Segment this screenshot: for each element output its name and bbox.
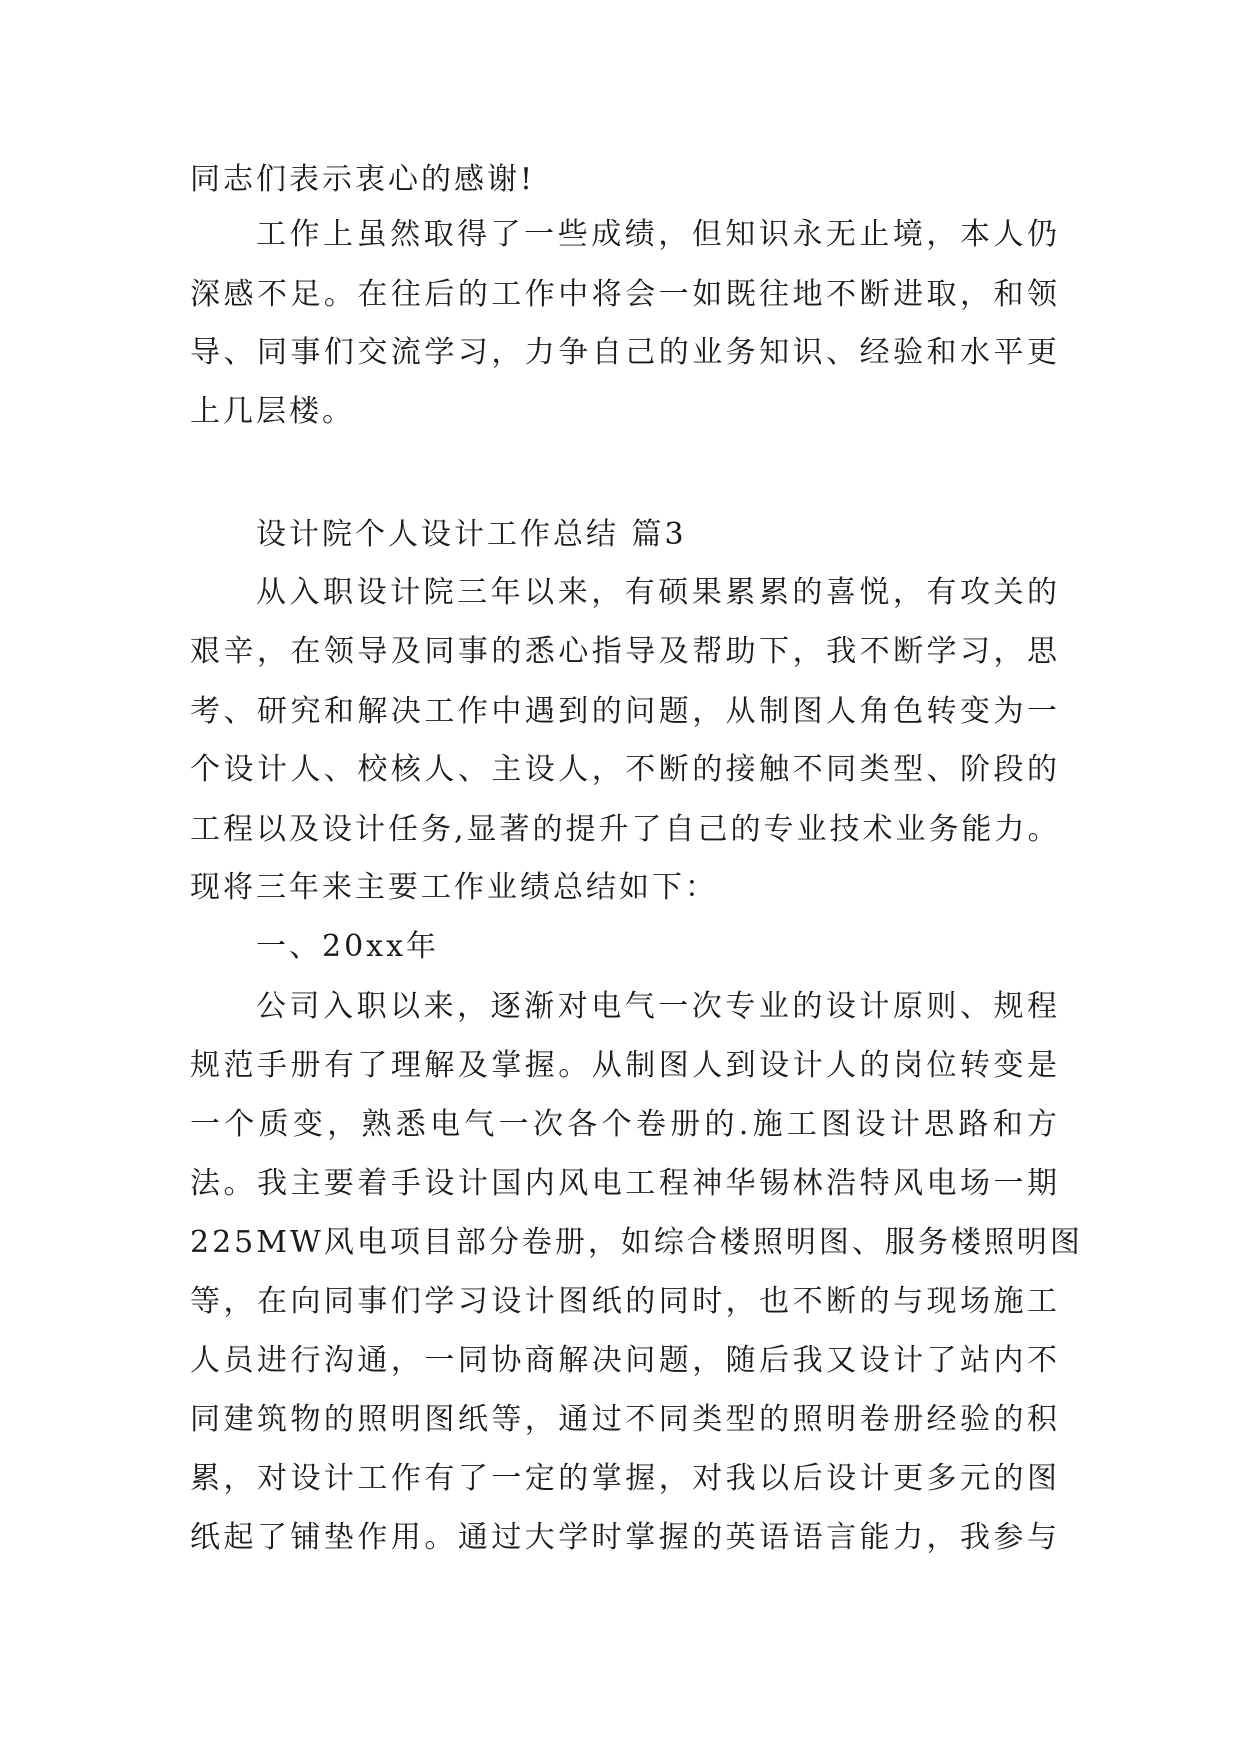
body-line: 人员进行沟通，一同协商解决问题，随后我又设计了站内不 — [190, 1343, 1060, 1378]
body-line: 同建筑物的照明图纸等，通过不同类型的照明卷册经验的积 — [190, 1402, 1060, 1437]
body-line: 法。我主要着手设计国内风电工程神华锡林浩特风电场一期 — [190, 1166, 1060, 1201]
paragraph-first-line: 公司入职以来，逐渐对电气一次专业的设计原则、规程 — [256, 989, 1060, 1024]
body-line: 等，在向同事们学习设计图纸的同时，也不断的与现场施工 — [190, 1284, 1060, 1319]
body-line: 纸起了铺垫作用。通过大学时掌握的英语语言能力，我参与 — [190, 1520, 1060, 1555]
body-line: 同志们表示衷心的感谢! — [190, 162, 536, 197]
paragraph-first-line: 从入职设计院三年以来，有硕果累累的喜悦，有攻关的 — [256, 575, 1060, 610]
body-line: 深感不足。在往后的工作中将会一如既往地不断进取，和领 — [190, 277, 1060, 312]
body-line: 导、同事们交流学习，力争自己的业务知识、经验和水平更 — [190, 335, 1060, 370]
body-line: 艰辛，在领导及同事的悉心指导及帮助下，我不断学习，思 — [190, 634, 1060, 669]
body-line: 累，对设计工作有了一定的掌握，对我以后设计更多元的图 — [190, 1461, 1060, 1496]
body-line: 现将三年来主要工作业绩总结如下： — [190, 870, 718, 905]
paragraph-first-line: 工作上虽然取得了一些成绩，但知识永无止境，本人仍 — [256, 217, 1060, 252]
body-line: 个设计人、校核人、主设人，不断的接触不同类型、阶段的 — [190, 752, 1060, 787]
subsection-heading: 一、20xx年 — [256, 929, 440, 964]
body-line: 工程以及设计任务,显著的提升了自己的专业技术业务能力。 — [190, 812, 1061, 847]
body-line: 225MW风电项目部分卷册，如综合楼照明图、服务楼照明图 — [190, 1225, 1083, 1260]
body-line: 上几层楼。 — [190, 394, 355, 429]
section-heading: 设计院个人设计工作总结 篇3 — [256, 517, 687, 552]
body-line: 规范手册有了理解及掌握。从制图人到设计人的岗位转变是 — [190, 1048, 1060, 1083]
body-line: 考、研究和解决工作中遇到的问题，从制图人角色转变为一 — [190, 694, 1060, 729]
body-line: 一个质变，熟悉电气一次各个卷册的.施工图设计思路和方 — [190, 1107, 1060, 1142]
